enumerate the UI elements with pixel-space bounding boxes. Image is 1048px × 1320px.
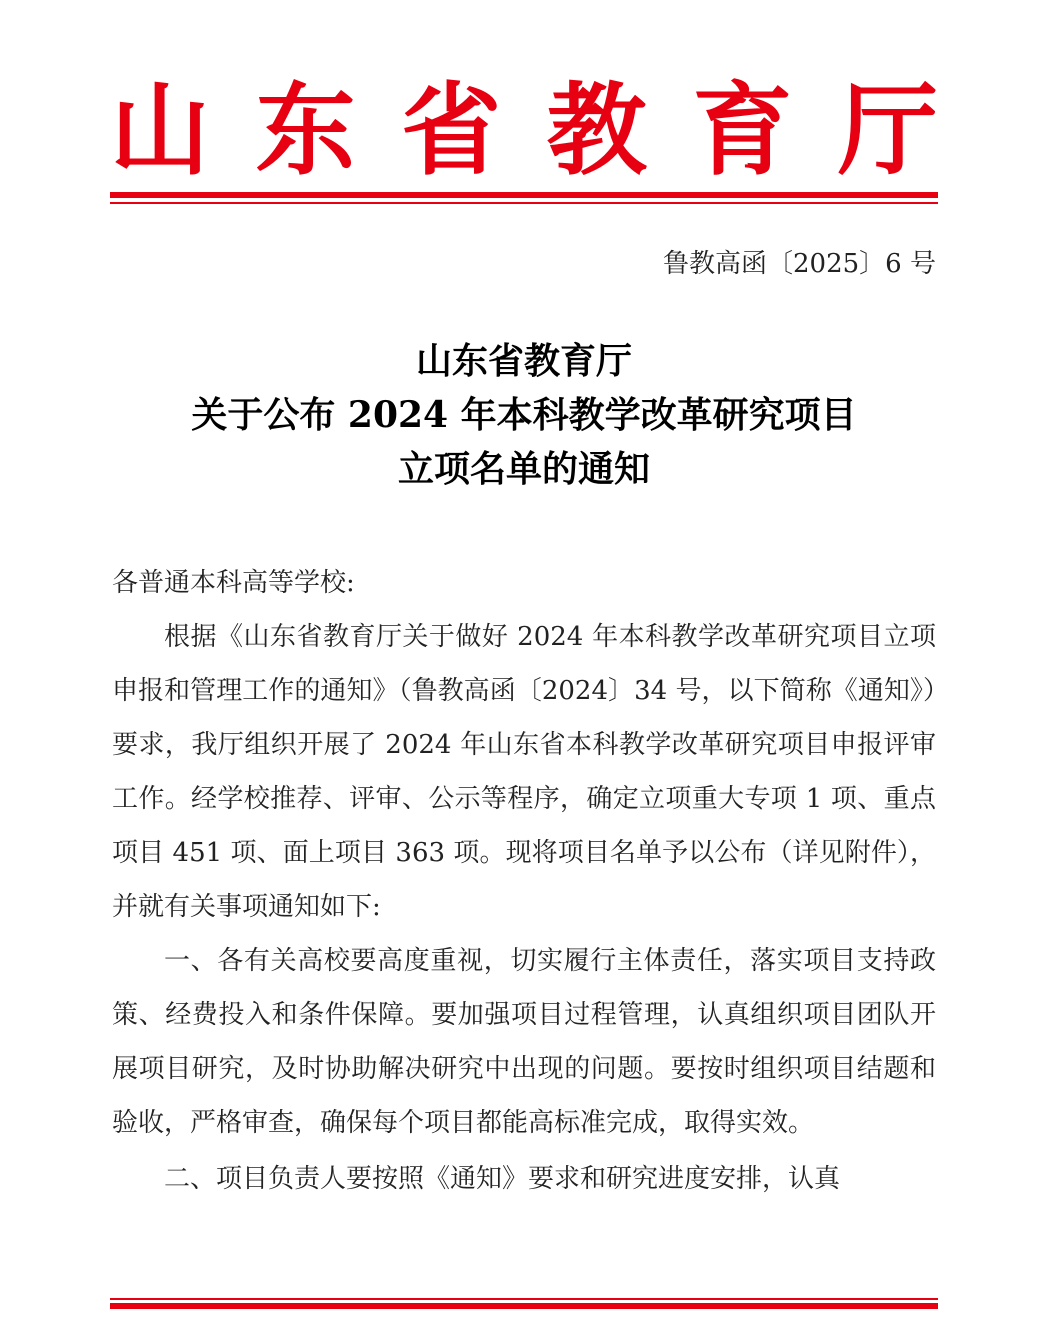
paragraph: 二、项目负责人要按照《通知》要求和研究进度安排，认真 — [164, 1164, 841, 1194]
masthead-char: 山 — [110, 71, 210, 189]
masthead-char: 厅 — [837, 71, 938, 189]
document-number: 鲁教高函〔2025〕6 号 — [663, 249, 936, 279]
masthead-char: 省 — [401, 71, 502, 189]
masthead-rule-thin — [110, 202, 938, 204]
masthead-char: 东 — [255, 71, 356, 189]
title-line: 立项名单的通知 — [397, 448, 650, 490]
masthead-char: 育 — [692, 71, 793, 189]
footer-rule-thick — [110, 1303, 938, 1309]
document-body — [112, 556, 936, 1206]
salutation: 各普通本科高等学校: — [112, 568, 355, 598]
masthead — [110, 70, 938, 190]
masthead-char: 教 — [546, 71, 647, 189]
title-line: 山东省教育厅 — [415, 340, 632, 382]
document-title — [110, 334, 938, 496]
footer-rule-thin — [110, 1298, 938, 1300]
paragraph: 根据《山东省教育厅关于做好 2024 年本科教学改革研究项目立项申报和管理工作的通知》（鲁教高函〔2024〕34 号，以下简称《通知》）要求，我厅组织开展了 2024 年山东省本科教学改革研究项目申报评审工作。经学校推荐、评审、公示等程序，确定立项重大专项 1 项、重点项目 451 项、面上项目 363 项。现将项目名单予以公布（详见附件），并就有关事项通知如下: — [112, 622, 936, 922]
paragraph: 一、各有关高校要高度重视，切实履行主体责任，落实项目支持政策、经费投入和条件保障。要加强项目过程管理，认真组织项目团队开展项目研究，及时协助解决研究中出现的问题。要按时组织项目结题和验收，严格审查，确保每个项目都能高标准完成，取得实效。 — [112, 946, 936, 1138]
title-line: 关于公布 2024 年本科教学改革研究项目 — [191, 394, 857, 436]
masthead-rule-thick — [110, 192, 938, 198]
